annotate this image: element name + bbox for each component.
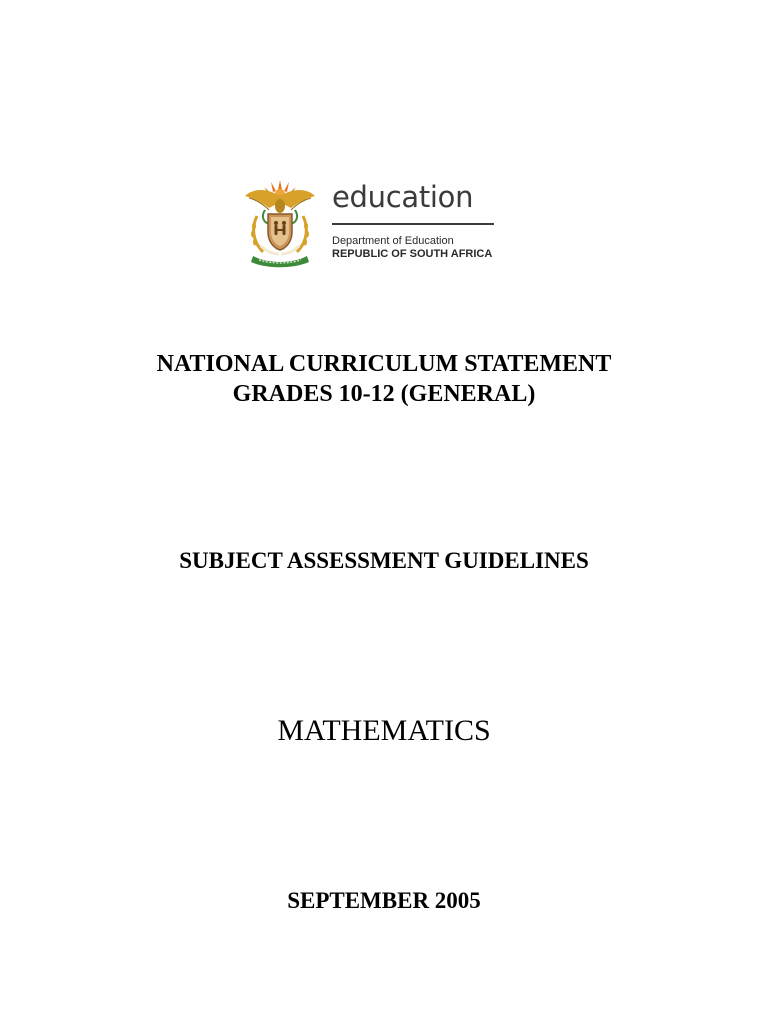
- title-line-2: GRADES 10-12 (GENERAL): [232, 381, 536, 407]
- republic-name: REPUBLIC OF SOUTH AFRICA: [332, 248, 493, 260]
- department-name: Department of Education: [332, 235, 454, 247]
- brand-wordmark: education: [332, 180, 474, 214]
- department-logo: [243, 176, 499, 270]
- document-subtitle: SUBJECT ASSESSMENT GUIDELINES: [179, 548, 589, 573]
- publication-date: SEPTEMBER 2005: [287, 888, 481, 913]
- brand-divider: [332, 223, 494, 225]
- subject-title: MATHEMATICS: [277, 714, 491, 747]
- coat-of-arms-icon: [243, 176, 317, 270]
- title-line-1: NATIONAL CURRICULUM STATEMENT: [156, 351, 612, 377]
